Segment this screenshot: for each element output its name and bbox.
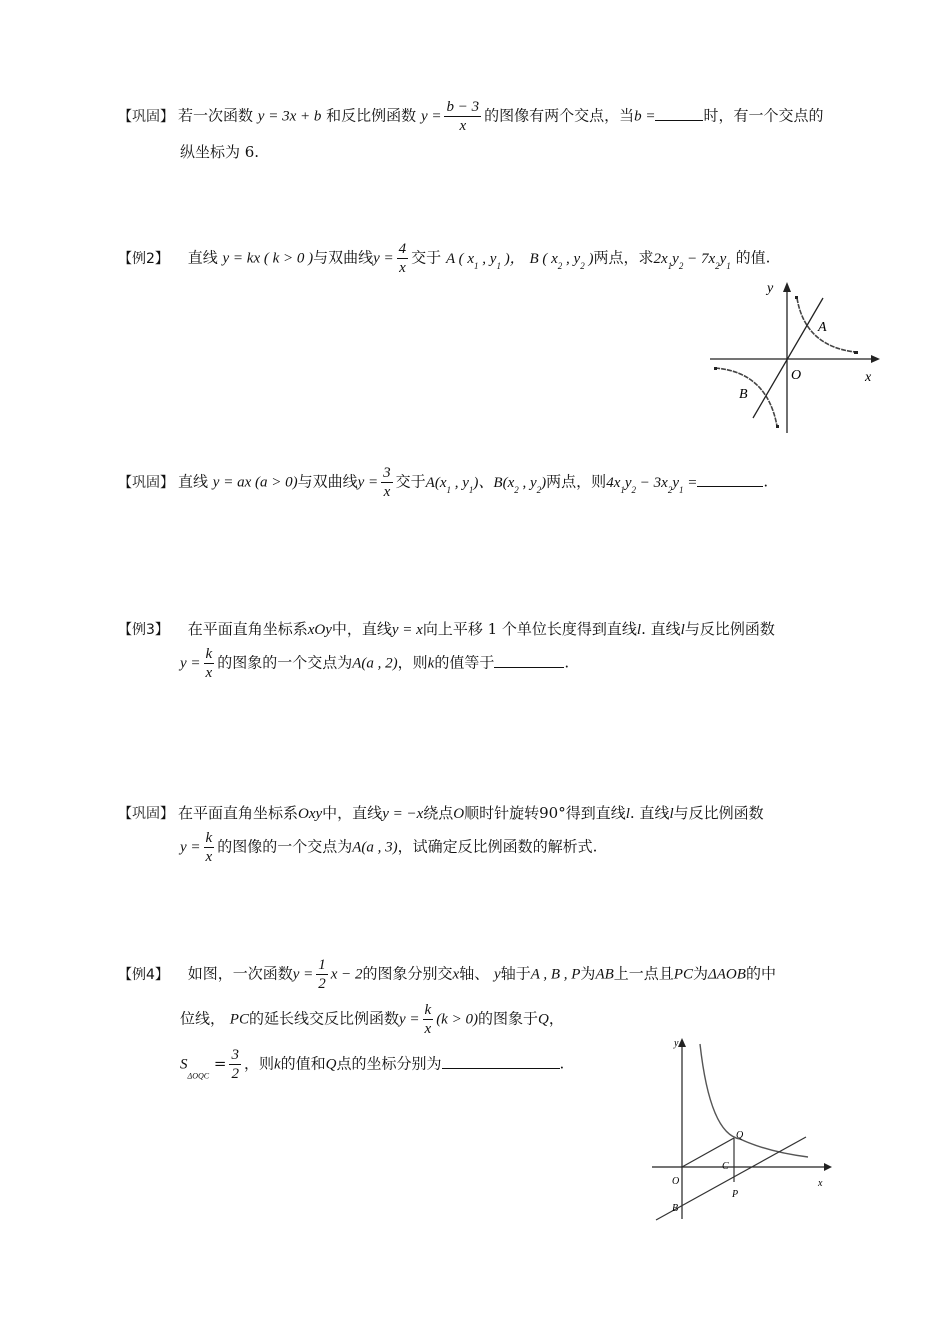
numerator: b − 3 bbox=[446, 99, 480, 115]
answer-blank[interactable] bbox=[494, 653, 564, 668]
problem-consolidate-1 bbox=[118, 98, 898, 165]
text: ，则 bbox=[243, 1054, 274, 1073]
fraction bbox=[204, 829, 215, 866]
hyperbola-graph-ex2 bbox=[705, 276, 885, 436]
text: 的图象分别交 bbox=[362, 964, 453, 983]
numerator: k bbox=[424, 1002, 432, 1018]
answer-blank[interactable] bbox=[697, 472, 763, 487]
numerator: k bbox=[205, 646, 213, 662]
problem-tag: 【巩固】 bbox=[118, 108, 174, 125]
text: ，则 bbox=[397, 653, 428, 672]
function-graph-ex4 bbox=[648, 1034, 838, 1226]
equation: y = bbox=[180, 655, 201, 672]
text: 位线， bbox=[180, 1009, 226, 1028]
equation: y = ax (a > 0) bbox=[212, 474, 298, 491]
text: 若一次函数 bbox=[178, 106, 254, 125]
text: 点的坐标分别为 bbox=[336, 1054, 442, 1073]
text: 为 bbox=[580, 964, 596, 983]
denominator: 2 bbox=[318, 976, 326, 992]
equation: y = 3x + b bbox=[257, 108, 322, 125]
point-q: Q bbox=[537, 1011, 549, 1028]
line-symbol: l bbox=[680, 622, 685, 638]
expression: $4x_1y_2 - 3x_2y_1$ = bbox=[606, 474, 698, 495]
text: 轴、 bbox=[459, 964, 490, 983]
answer-blank[interactable] bbox=[655, 106, 703, 121]
fraction bbox=[204, 645, 215, 682]
problem-tag: 【巩固】 bbox=[118, 474, 174, 491]
angle: 90° bbox=[539, 804, 566, 822]
equation: y = bbox=[373, 250, 394, 267]
equation: y = x bbox=[391, 622, 423, 638]
numerator: k bbox=[205, 830, 213, 846]
denominator: x bbox=[399, 260, 406, 276]
equation: y = bbox=[398, 1011, 420, 1028]
equation: y = bbox=[420, 108, 442, 125]
text: 交于 bbox=[411, 248, 442, 267]
text: 绕点 bbox=[423, 804, 454, 822]
point-a: A ( $x_1$ , $y_1$ )， bbox=[445, 250, 525, 271]
variable-k: k bbox=[427, 655, 435, 672]
problem-tag: 【例3】 bbox=[118, 622, 169, 638]
text: 纵坐标为 6. bbox=[180, 143, 260, 161]
problem-example-2 bbox=[118, 240, 898, 279]
denominator: x bbox=[383, 484, 391, 500]
variable-k: k bbox=[273, 1056, 281, 1073]
equation: y = bbox=[292, 966, 314, 983]
problem-consolidate-3 bbox=[118, 800, 898, 866]
area-subscript: ΔOQC bbox=[187, 1071, 210, 1081]
points: A , B , P bbox=[530, 966, 581, 983]
point-p-label: P bbox=[732, 1189, 739, 1200]
axis-x: x bbox=[452, 966, 460, 983]
text: 顺时针旋转 bbox=[464, 804, 540, 822]
denominator: 2 bbox=[231, 1066, 239, 1082]
text: 与双曲线 bbox=[297, 472, 358, 491]
problem-tag: 【例4】 bbox=[118, 966, 169, 983]
x-axis-label: x bbox=[865, 370, 872, 385]
text: 上一点且 bbox=[613, 964, 674, 983]
text: 在平面直角坐标系 bbox=[187, 620, 308, 638]
denominator: x bbox=[205, 849, 213, 865]
point-b: $B(x_2$ , $y_2$) bbox=[493, 474, 547, 495]
point-q: Q bbox=[325, 1056, 337, 1073]
expression: $2x_1y_2 - 7x_2y_1$ bbox=[653, 250, 731, 271]
text: . bbox=[564, 653, 570, 672]
fraction bbox=[397, 240, 409, 277]
numerator: 3 bbox=[231, 1047, 239, 1063]
text: 的图象的一个交点为 bbox=[217, 653, 353, 672]
fraction bbox=[444, 98, 481, 135]
text: . bbox=[763, 472, 769, 491]
axis-y: y bbox=[494, 966, 501, 983]
numerator: 4 bbox=[398, 241, 407, 257]
text: 两点，则 bbox=[546, 472, 607, 491]
point-b-label: B bbox=[739, 387, 748, 402]
text: . 直线 bbox=[641, 620, 681, 638]
point-q-label: Q bbox=[736, 1130, 744, 1141]
segment: AB bbox=[595, 966, 614, 983]
segment: PC bbox=[673, 966, 693, 983]
fraction bbox=[381, 464, 393, 501]
text: . 直线 bbox=[629, 804, 670, 822]
coordinate-system: Oxy bbox=[298, 806, 323, 822]
equation: b = bbox=[634, 108, 656, 125]
point-c-label: C bbox=[722, 1161, 729, 1172]
text: 轴于 bbox=[500, 964, 531, 983]
y-axis-label: y bbox=[674, 1038, 679, 1049]
text: 的值. bbox=[735, 248, 771, 267]
fraction bbox=[316, 956, 328, 993]
text: 与双曲线 bbox=[313, 248, 374, 267]
text: 两点，求 bbox=[593, 248, 654, 267]
equation: y = kx ( k > 0 ) bbox=[222, 250, 314, 267]
problem-example-3 bbox=[118, 616, 898, 682]
line-symbol: l bbox=[669, 806, 674, 822]
text: 交于 bbox=[395, 472, 426, 491]
point-o: O bbox=[453, 806, 465, 822]
text: 和反比例函数 bbox=[326, 106, 417, 125]
y-axis-label: y bbox=[767, 281, 774, 296]
text: 与反比例函数 bbox=[684, 620, 775, 638]
text: 时，有一个交点的 bbox=[703, 106, 824, 125]
fraction bbox=[229, 1046, 241, 1083]
point-a: $A(x_1$ , $y_1$)、 bbox=[425, 474, 494, 495]
numerator: 3 bbox=[383, 465, 391, 481]
equation: x − 2 bbox=[330, 966, 363, 983]
text: . bbox=[559, 1054, 565, 1073]
problem-consolidate-2 bbox=[118, 464, 898, 503]
text: 向上平移 1 个单位长度得到直线 bbox=[422, 620, 637, 638]
text: 与反比例函数 bbox=[673, 804, 764, 822]
origin-label: O bbox=[791, 368, 802, 383]
answer-blank[interactable] bbox=[442, 1054, 560, 1069]
numerator: 1 bbox=[318, 957, 326, 973]
point-a-label: A bbox=[818, 320, 827, 335]
equation: y = bbox=[357, 474, 379, 491]
denominator: x bbox=[424, 1021, 432, 1037]
denominator: x bbox=[459, 118, 467, 134]
text: 的值等于 bbox=[434, 653, 495, 672]
problem-tag: 【例2】 bbox=[118, 250, 169, 267]
text: 直线 bbox=[178, 472, 209, 491]
text: ， bbox=[548, 1009, 564, 1028]
point-b-label: B bbox=[672, 1203, 679, 1214]
text: ，试确定反比例函数的解析式. bbox=[397, 837, 598, 856]
problem-tag: 【巩固】 bbox=[118, 806, 174, 822]
text: 的值和 bbox=[280, 1054, 326, 1073]
x-axis-label: x bbox=[818, 1178, 823, 1189]
point-a: A(a , 2) bbox=[352, 655, 398, 672]
text: 的图像有两个交点，当 bbox=[484, 106, 635, 125]
denominator: x bbox=[205, 665, 213, 681]
text: 如图，一次函数 bbox=[187, 964, 293, 983]
text: = bbox=[213, 1054, 227, 1073]
text: 得到直线 bbox=[565, 804, 626, 822]
coordinate-system: xOy bbox=[307, 622, 332, 638]
condition: (k > 0) bbox=[436, 1011, 478, 1028]
fraction bbox=[423, 1001, 434, 1038]
text: 在平面直角坐标系 bbox=[178, 804, 299, 822]
text: 的中 bbox=[745, 964, 776, 983]
text: 中，直线 bbox=[331, 620, 392, 638]
point-b: B ( $x_2$ , $y_2$ ) bbox=[529, 250, 594, 271]
origin-label: O bbox=[672, 1176, 680, 1187]
line-symbol: l bbox=[625, 806, 630, 822]
text: 直线 bbox=[187, 248, 218, 267]
point-a: A(a , 3) bbox=[352, 839, 398, 856]
equation: y = −x bbox=[382, 806, 424, 822]
area-symbol: S bbox=[180, 1056, 188, 1073]
segment: PC bbox=[229, 1011, 249, 1028]
triangle: ΔAOB bbox=[707, 966, 746, 983]
text: 的延长线交反比例函数 bbox=[248, 1009, 399, 1028]
text: 为 bbox=[692, 964, 708, 983]
equation: y = bbox=[180, 839, 201, 856]
text: 的图象于 bbox=[477, 1009, 538, 1028]
text: 中，直线 bbox=[322, 804, 383, 822]
text: 的图像的一个交点为 bbox=[217, 837, 353, 856]
line-symbol: l bbox=[636, 622, 642, 638]
